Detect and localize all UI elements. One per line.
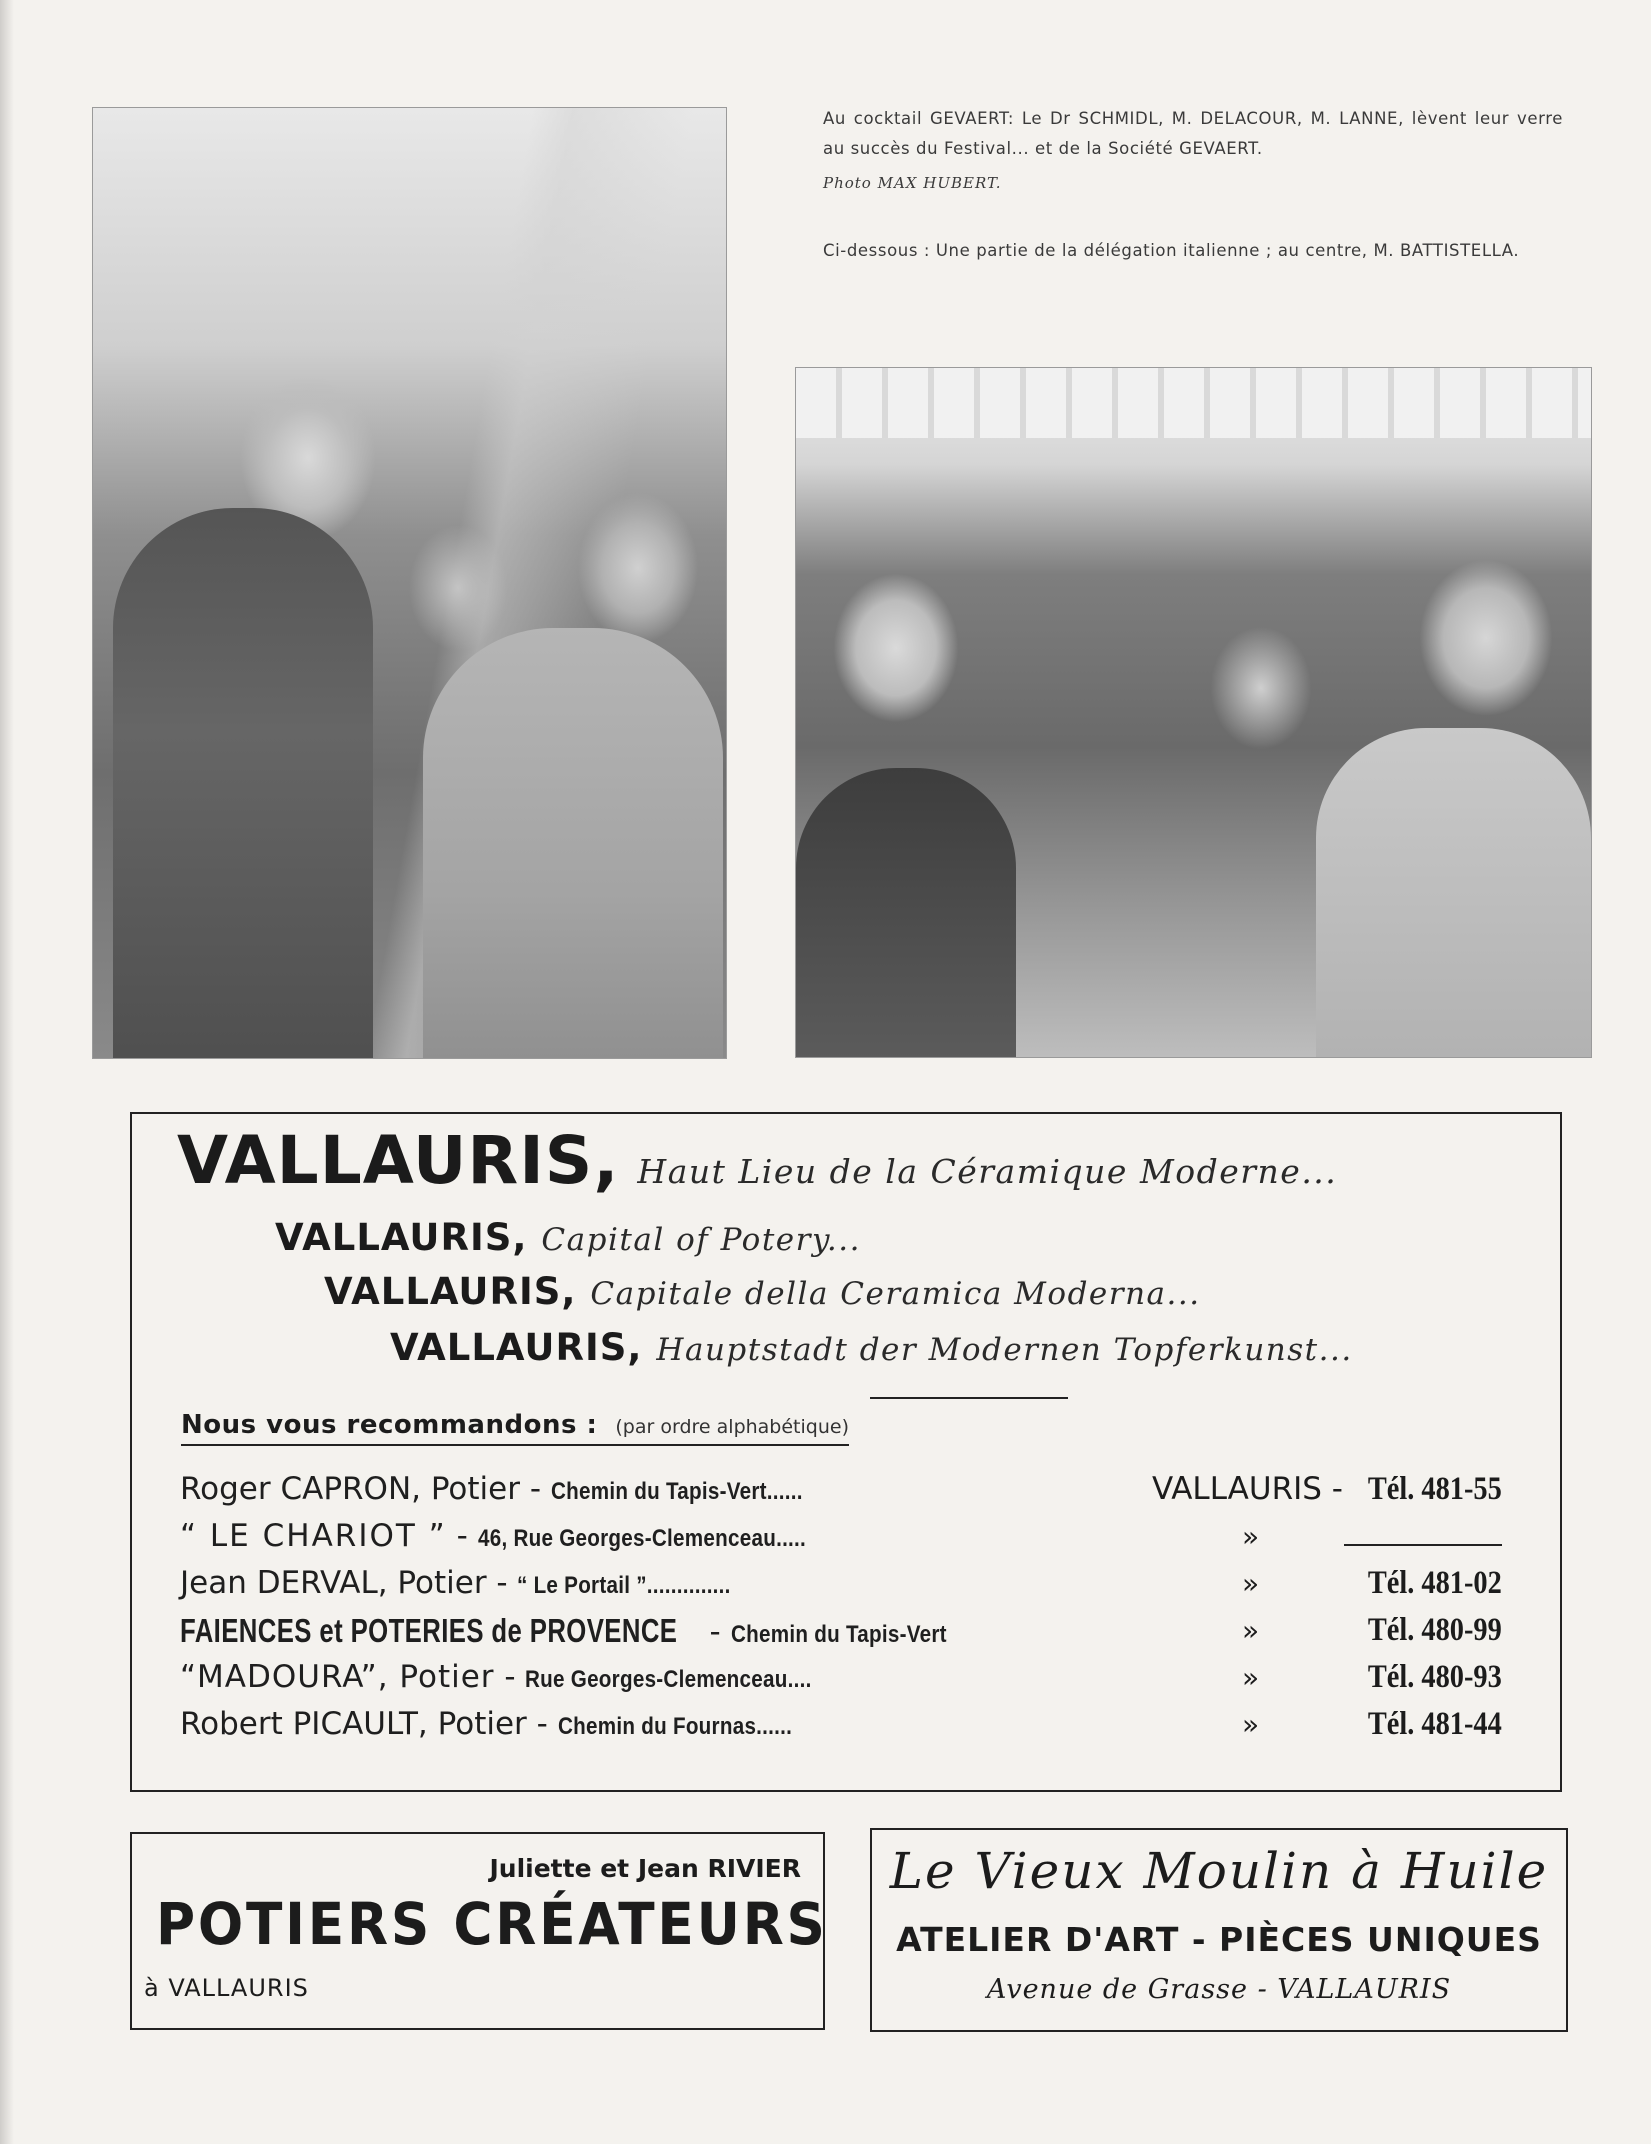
ditto-mark: » (1242, 1567, 1260, 1600)
list-item (180, 1471, 1550, 1517)
entry-tel: Tél. 481-44 (1367, 1706, 1502, 1742)
vallauris-line (275, 1216, 861, 1259)
rivier-title: POTIERS CRÉATEURS (156, 1890, 828, 1958)
entry-tel: Tél. 481-02 (1367, 1565, 1502, 1601)
entry-tel: Tél. 480-93 (1367, 1659, 1502, 1695)
ditto-mark: » (1242, 1661, 1260, 1694)
divider (870, 1397, 1068, 1399)
entry-tel: Tél. 480-99 (1367, 1612, 1502, 1648)
entry-address: Chemin du Tapis-Vert (730, 1621, 947, 1648)
list-item (180, 1706, 1550, 1752)
entry-name: “ LE CHARIOT ” (180, 1518, 447, 1554)
list-item (180, 1518, 1550, 1564)
recommend-heading (181, 1410, 849, 1446)
rivier-name: Juliette et Jean RIVIER (489, 1854, 801, 1883)
vallauris-tagline: Haut Lieu de la Céramique Moderne... (637, 1152, 1338, 1191)
photo-awning (796, 368, 1591, 438)
vallauris-word: VALLAURIS, (324, 1270, 577, 1313)
ditto-mark: » (1242, 1614, 1260, 1647)
vallauris-word: VALLAURIS, (177, 1122, 620, 1199)
vallauris-advertisement (130, 1112, 1562, 1792)
entry-address: Chemin du Fournas...... (557, 1713, 792, 1740)
photo-figure (796, 768, 1016, 1058)
vallauris-tagline: Hauptstadt der Modernen Topferkunst... (656, 1332, 1353, 1368)
entry-name: “MADOURA”, Potier (180, 1659, 495, 1695)
entry-separator: - (526, 1706, 558, 1742)
page-edge (0, 0, 14, 2144)
moulin-title: Le Vieux Moulin à Huile (889, 1842, 1549, 1900)
entry-separator: - (699, 1614, 731, 1650)
moulin-address: Avenue de Grasse - VALLAURIS (986, 1974, 1452, 2005)
vallauris-word: VALLAURIS, (390, 1326, 643, 1369)
photo-credit: Photo MAX HUBERT. (823, 174, 1002, 192)
photo-figure (1316, 728, 1591, 1058)
entry-address: Chemin du Tapis-Vert...... (550, 1478, 803, 1505)
photo-gevaert-cocktail (92, 107, 727, 1059)
vallauris-line (177, 1122, 1337, 1199)
list-item (180, 1612, 1550, 1658)
photo-captions (823, 104, 1563, 266)
photo-italian-delegation (795, 367, 1592, 1058)
vallauris-word: VALLAURIS, (275, 1216, 528, 1259)
recommend-label: Nous vous recommandons : (181, 1410, 598, 1440)
entry-separator: - (520, 1471, 551, 1507)
entry-separator: - (446, 1518, 478, 1554)
vallauris-line (390, 1326, 1353, 1369)
entry-address: “ Le Portail ”.............. (517, 1572, 732, 1599)
entry-name: Roger CAPRON, Potier (180, 1471, 520, 1507)
entry-tel: Tél. 481-55 (1367, 1471, 1502, 1507)
rivier-advertisement (130, 1832, 828, 2030)
vallauris-tagline: Capital of Potery... (541, 1222, 861, 1258)
entry-name: FAIENCES et POTERIES de PROVENCE (180, 1612, 678, 1649)
caption-italian-delegation: Ci-dessous : Une partie de la délégation italienne ; au centre, M. BATTISTELLA. (823, 241, 1520, 260)
entry-address: Rue Georges-Clemenceau.... (525, 1666, 813, 1693)
ditto-mark: » (1242, 1708, 1260, 1741)
entry-address: 46, Rue Georges-Clemenceau..... (477, 1525, 806, 1552)
list-item (180, 1565, 1550, 1611)
entry-separator: - (486, 1565, 518, 1601)
vallauris-line (324, 1270, 1201, 1313)
recommend-note: (par ordre alphabétique) (615, 1416, 849, 1438)
entry-city: VALLAURIS - (1152, 1471, 1343, 1507)
photo-figure (113, 508, 373, 1059)
photo-figure (423, 628, 723, 1059)
moulin-advertisement (870, 1828, 1568, 2032)
ditto-mark: » (1242, 1520, 1260, 1553)
list-item (180, 1659, 1550, 1705)
moulin-subtitle: ATELIER D'ART - PIÈCES UNIQUES (896, 1920, 1542, 1959)
vallauris-tagline: Capitale della Ceramica Moderna... (590, 1276, 1201, 1312)
entry-name: Jean DERVAL, Potier (180, 1565, 487, 1601)
rivier-city: à VALLAURIS (144, 1974, 309, 2002)
entry-name: Robert PICAULT, Potier (180, 1706, 527, 1742)
tel-blank-line (1344, 1544, 1502, 1546)
entry-separator: - (494, 1659, 526, 1695)
caption-gevaert: Au cocktail GEVAERT: Le Dr SCHMIDL, M. DELACOUR, M. LANNE, lèvent leur verre au succès du Festival... et de la Société GEVAERT. (823, 109, 1563, 158)
